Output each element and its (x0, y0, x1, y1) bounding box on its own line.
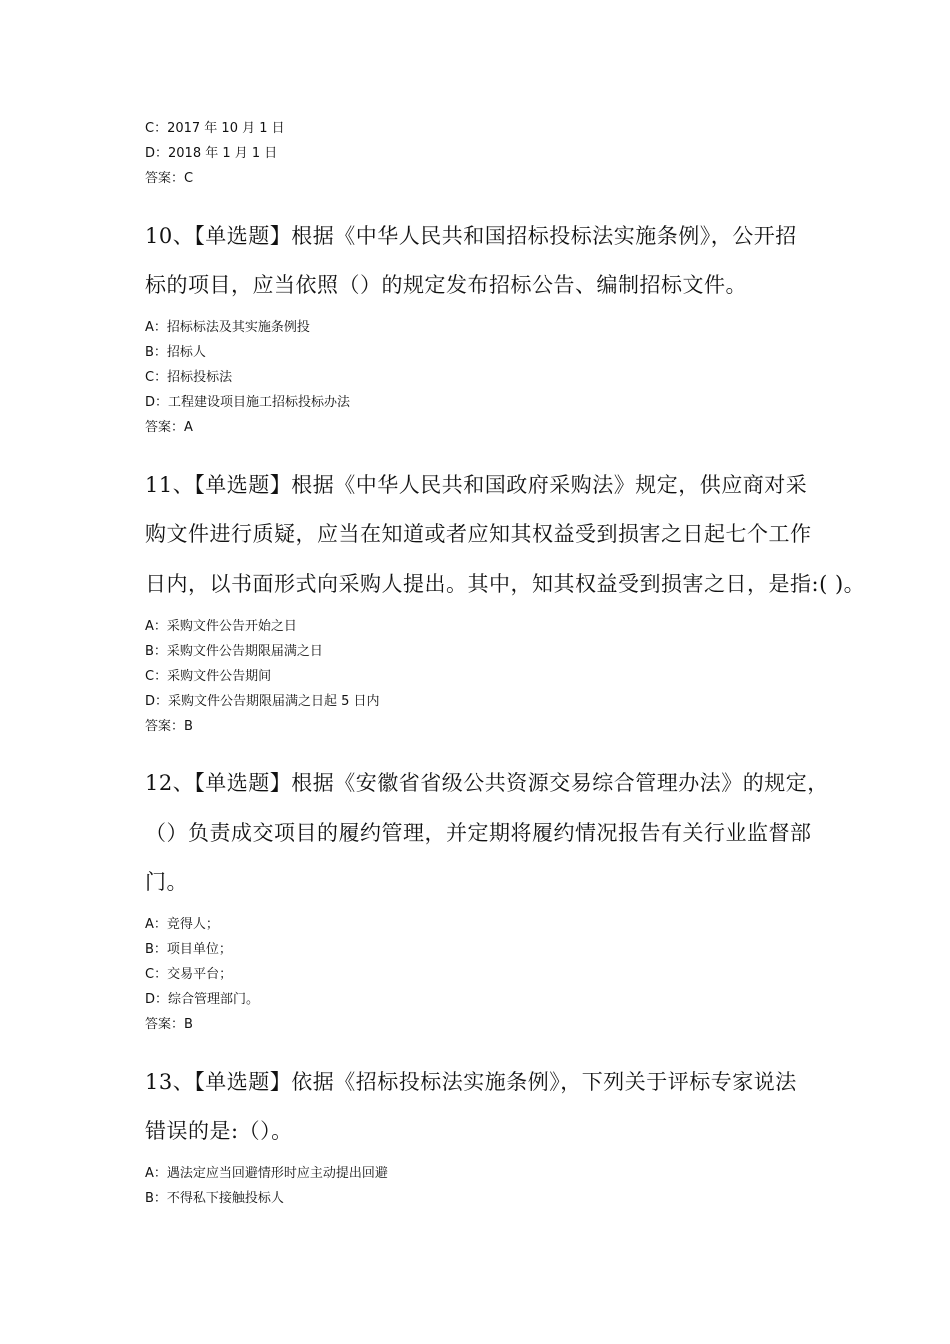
option-b: B：不得私下接触投标人 (145, 1191, 284, 1206)
option-b: B：招标人 (145, 345, 206, 360)
question-10-line-2: 标的项目，应当依照（）的规定发布招标公告、编制招标文件。 (145, 273, 747, 297)
question-11-line-3: 日内，以书面形式向采购人提出。其中，知其权益受到损害之日，是指:( )。 (145, 572, 866, 596)
question-11-line-2: 购文件进行质疑，应当在知道或者应知其权益受到损害之日起七个工作 (145, 522, 812, 546)
option-a: A：采购文件公告开始之日 (145, 619, 297, 634)
option-c: C：交易平台； (145, 967, 233, 982)
question-10-line-1: 10、【单选题】根据《中华人民共和国招标投标法实施条例》，公开招 (145, 224, 797, 248)
answer: 答案：A (145, 420, 193, 435)
answer: 答案：B (145, 719, 193, 734)
question-13-line-2: 错误的是:（）。 (145, 1119, 293, 1143)
answer: 答案：B (145, 1017, 193, 1032)
option-c: C：2017 年 10 月 1 日 (145, 121, 285, 136)
answer: 答案：C (145, 171, 194, 186)
question-12-line-3: 门。 (145, 870, 188, 894)
option-d: D：采购文件公告期限届满之日起 5 日内 (145, 694, 380, 709)
option-a: A：招标标法及其实施条例投 (145, 320, 310, 335)
option-d: D：综合管理部门。 (145, 992, 260, 1007)
option-a: A：竞得人； (145, 917, 219, 932)
question-12-line-2: （）负责成交项目的履约管理，并定期将履约情况报告有关行业监督部 (145, 821, 812, 845)
option-b: B：采购文件公告期限届满之日 (145, 644, 323, 659)
option-b: B：项目单位； (145, 942, 232, 957)
option-a: A：遇法定应当回避情形时应主动提出回避 (145, 1166, 388, 1181)
question-11-line-1: 11、【单选题】根据《中华人民共和国政府采购法》规定，供应商对采 (145, 473, 808, 497)
option-c: C：采购文件公告期间 (145, 669, 272, 684)
question-13-line-1: 13、【单选题】依据《招标投标法实施条例》，下列关于评标专家说法 (145, 1070, 797, 1094)
question-12-line-1: 12、【单选题】根据《安徽省省级公共资源交易综合管理办法》的规定， (145, 771, 829, 795)
option-d: D：2018 年 1 月 1 日 (145, 146, 278, 161)
option-c: C：招标投标法 (145, 370, 233, 385)
option-d: D：工程建设项目施工招标投标办法 (145, 395, 351, 410)
